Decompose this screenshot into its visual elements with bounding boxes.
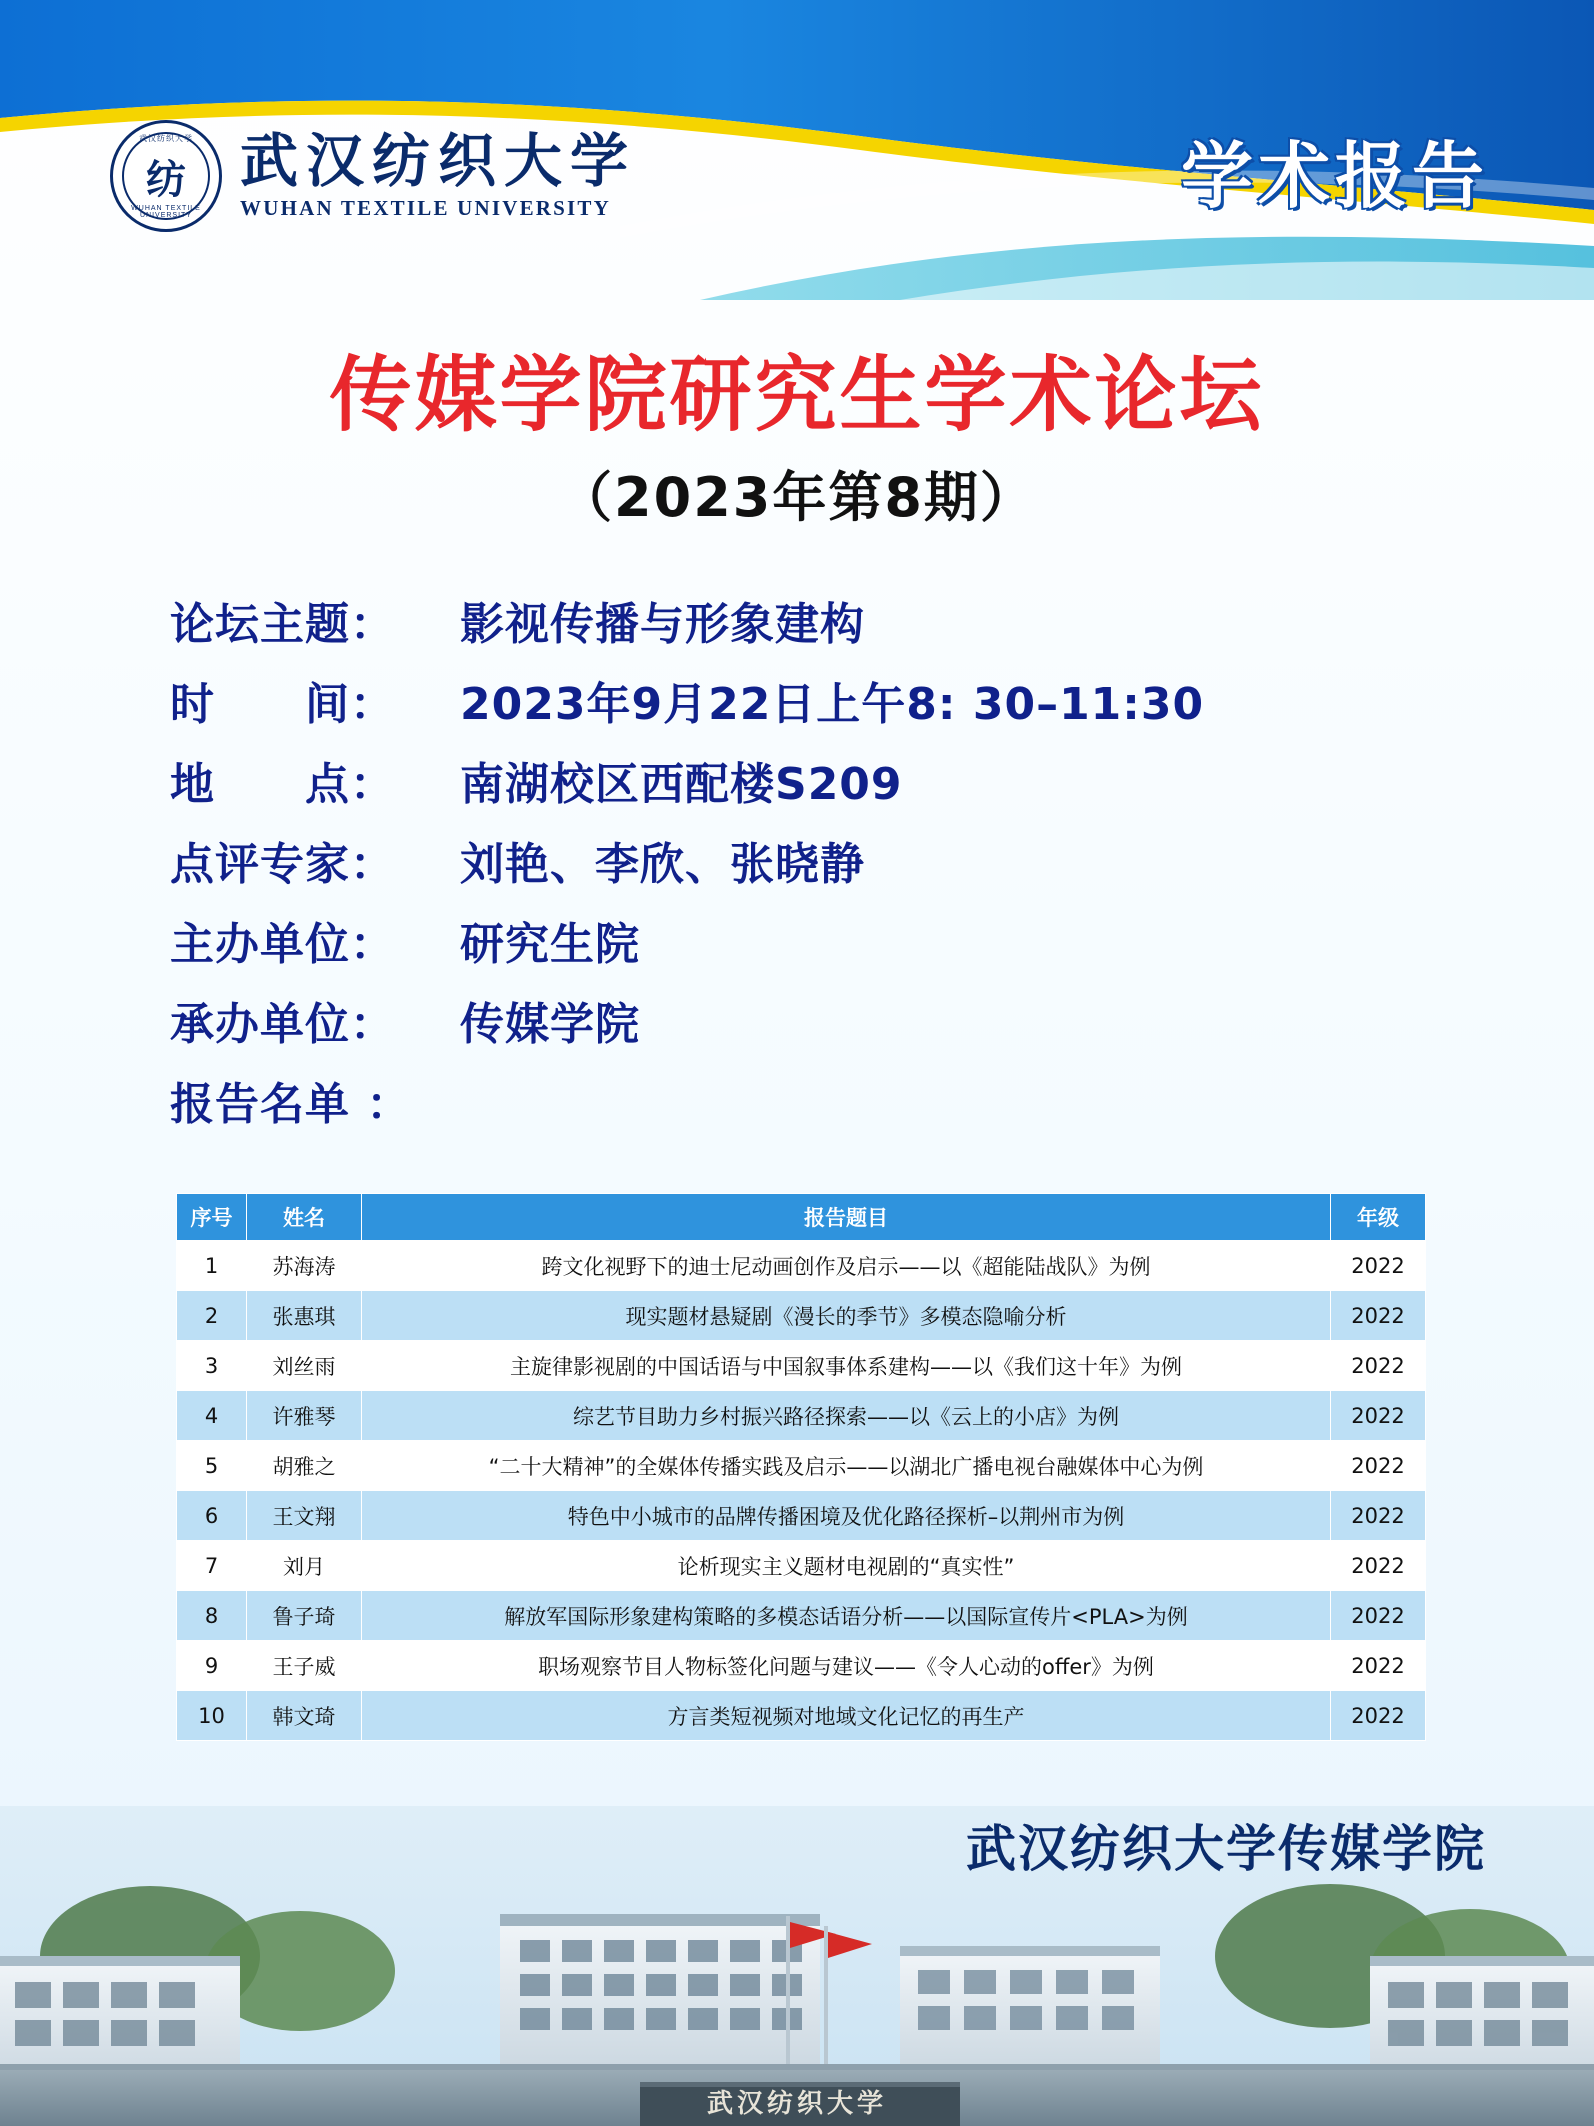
cell-topic: 综艺节目助力乡村振兴路径探索——以《云上的小店》为例 bbox=[362, 1391, 1331, 1441]
table-row bbox=[177, 1491, 1426, 1541]
table-row bbox=[177, 1641, 1426, 1691]
cell-topic: 特色中小城市的品牌传播困境及优化路径探析–以荆州市为例 bbox=[362, 1491, 1331, 1541]
table-header-grade: 年级 bbox=[1331, 1194, 1426, 1241]
cell-grade: 2022 bbox=[1331, 1391, 1426, 1441]
event-info-block bbox=[170, 588, 1430, 1148]
cell-grade: 2022 bbox=[1331, 1491, 1426, 1541]
info-value-reviewers: 刘艳、李欣、张晓静 bbox=[460, 839, 865, 890]
report-table bbox=[176, 1193, 1426, 1741]
cell-grade: 2022 bbox=[1331, 1241, 1426, 1291]
table-row bbox=[177, 1691, 1426, 1741]
cell-topic: “二十大精神”的全媒体传播实践及启示——以湖北广播电视台融媒体中心为例 bbox=[362, 1441, 1331, 1491]
info-value-location: 南湖校区西配楼S209 bbox=[460, 759, 903, 810]
cell-grade: 2022 bbox=[1331, 1291, 1426, 1341]
cell-no: 4 bbox=[177, 1391, 247, 1441]
cell-name: 许雅琴 bbox=[247, 1391, 362, 1441]
seal-glyph: 纺 bbox=[146, 155, 186, 203]
page-title: 传媒学院研究生学术论坛 bbox=[329, 348, 1265, 443]
cell-name: 王子威 bbox=[247, 1641, 362, 1691]
cell-topic: 主旋律影视剧的中国话语与中国叙事体系建构——以《我们这十年》为例 bbox=[362, 1341, 1331, 1391]
seal-bottom-text: WUHAN TEXTILE UNIVERSITY bbox=[131, 205, 201, 219]
university-name-cn: 武汉纺织大学 bbox=[240, 127, 637, 196]
info-value-organizer: 传媒学院 bbox=[460, 999, 640, 1050]
info-row-location bbox=[170, 748, 1430, 812]
footer-organizer: 武汉纺织大学传媒学院 bbox=[966, 1820, 1486, 1878]
cell-topic: 论析现实主义题材电视剧的“真实性” bbox=[362, 1541, 1331, 1591]
table-row bbox=[177, 1291, 1426, 1341]
info-row-theme bbox=[170, 588, 1430, 652]
cell-topic: 跨文化视野下的迪士尼动画创作及启示——以《超能陆战队》为例 bbox=[362, 1241, 1331, 1291]
info-row-reviewers bbox=[170, 828, 1430, 892]
cell-no: 5 bbox=[177, 1441, 247, 1491]
table-row bbox=[177, 1241, 1426, 1291]
info-label-theme: 论坛主题： bbox=[170, 599, 395, 650]
cell-name: 张惠琪 bbox=[247, 1291, 362, 1341]
info-label-list: 报告名单 ： bbox=[170, 1079, 412, 1130]
table-header-row bbox=[177, 1194, 1426, 1241]
info-label-reviewers: 点评专家： bbox=[170, 839, 395, 890]
cell-no: 7 bbox=[177, 1541, 247, 1591]
university-name-en: WUHAN TEXTILE UNIVERSITY bbox=[240, 195, 611, 220]
cell-no: 8 bbox=[177, 1591, 247, 1641]
table-row bbox=[177, 1591, 1426, 1641]
info-value-theme: 影视传播与形象建构 bbox=[460, 599, 865, 650]
cell-name: 胡雅之 bbox=[247, 1441, 362, 1491]
cell-name: 韩文琦 bbox=[247, 1691, 362, 1741]
header-banner bbox=[0, 0, 1594, 300]
cell-grade: 2022 bbox=[1331, 1691, 1426, 1741]
info-row-host bbox=[170, 908, 1430, 972]
table-row bbox=[177, 1341, 1426, 1391]
info-label-host: 主办单位： bbox=[170, 919, 395, 970]
info-label-organizer: 承办单位： bbox=[170, 999, 395, 1050]
cell-name: 刘月 bbox=[247, 1541, 362, 1591]
university-logo bbox=[110, 120, 636, 232]
campus-gate-sign-text: 武汉纺织大学 bbox=[706, 2089, 888, 2119]
cell-no: 2 bbox=[177, 1291, 247, 1341]
info-value-host: 研究生院 bbox=[460, 919, 640, 970]
cell-name: 苏海涛 bbox=[247, 1241, 362, 1291]
table-row bbox=[177, 1391, 1426, 1441]
banner-category-title: 学术报告 bbox=[1180, 134, 1489, 218]
cell-grade: 2022 bbox=[1331, 1641, 1426, 1691]
page-subtitle: （2023年第8期） bbox=[558, 466, 1036, 529]
report-table-wrapper bbox=[176, 1193, 1426, 1741]
cell-topic: 现实题材悬疑剧《漫长的季节》多模态隐喻分析 bbox=[362, 1291, 1331, 1341]
table-row bbox=[177, 1541, 1426, 1591]
info-label-location: 地 点： bbox=[170, 759, 395, 810]
table-header-topic: 报告题目 bbox=[362, 1194, 1331, 1241]
cell-name: 刘丝雨 bbox=[247, 1341, 362, 1391]
table-row bbox=[177, 1441, 1426, 1491]
cell-grade: 2022 bbox=[1331, 1441, 1426, 1491]
cell-no: 6 bbox=[177, 1491, 247, 1541]
info-value-time: 2023年9月22日上午8: 30–11:30 bbox=[460, 679, 1205, 730]
info-row-organizer bbox=[170, 988, 1430, 1052]
cell-topic: 方言类短视频对地域文化记忆的再生产 bbox=[362, 1691, 1331, 1741]
university-seal-icon bbox=[110, 120, 222, 232]
cell-no: 1 bbox=[177, 1241, 247, 1291]
cell-no: 3 bbox=[177, 1341, 247, 1391]
cell-grade: 2022 bbox=[1331, 1541, 1426, 1591]
cell-grade: 2022 bbox=[1331, 1591, 1426, 1641]
cell-topic: 职场观察节目人物标签化问题与建议——《令人心动的offer》为例 bbox=[362, 1641, 1331, 1691]
table-header-no: 序号 bbox=[177, 1194, 247, 1241]
cell-name: 王文翔 bbox=[247, 1491, 362, 1541]
cell-grade: 2022 bbox=[1331, 1341, 1426, 1391]
seal-top-text: 武汉纺织大学 bbox=[139, 134, 193, 143]
cell-name: 鲁子琦 bbox=[247, 1591, 362, 1641]
cell-no: 9 bbox=[177, 1641, 247, 1691]
cell-topic: 解放军国际形象建构策略的多模态话语分析——以国际宣传片<PLA>为例 bbox=[362, 1591, 1331, 1641]
cell-no: 10 bbox=[177, 1691, 247, 1741]
info-row-list bbox=[170, 1068, 1430, 1132]
info-row-time bbox=[170, 668, 1430, 732]
info-label-time: 时 间： bbox=[170, 679, 395, 730]
table-header-name: 姓名 bbox=[247, 1194, 362, 1241]
